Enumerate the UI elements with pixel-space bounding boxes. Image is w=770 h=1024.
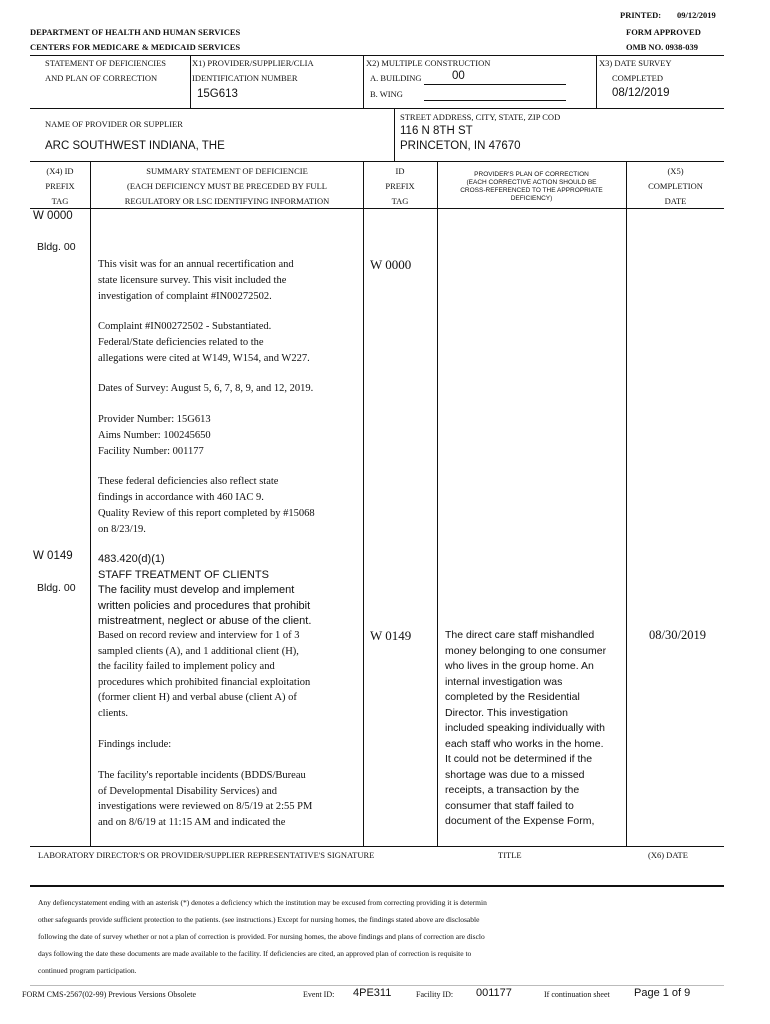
event-id-label: Event ID: (303, 990, 335, 999)
address-label: STREET ADDRESS, CITY, STATE, ZIP COD (400, 112, 561, 122)
statement-label-2: AND PLAN OF CORRECTION (45, 73, 158, 83)
w0149-building: Bldg. 00 (37, 582, 76, 594)
disclaimer-line-4: days following the date these documents are made available to the facility. If deficiencies are cited, an approved plan of correction is requisite to (38, 949, 472, 958)
form-approved: FORM APPROVED (626, 27, 701, 37)
w0000-paragraph-4: Provider Number: 15G613 Aims Number: 100245650 Facility Number: 001177 (98, 414, 211, 457)
x4-header-2: PREFIX (45, 181, 75, 191)
centers-name: CENTERS FOR MEDICARE & MEDICAID SERVICES (30, 42, 241, 52)
w0149-completion-date: 08/30/2019 (649, 628, 706, 642)
x3-label: X3) DATE SURVEY (599, 58, 672, 68)
address-street: 116 N 8TH ST (400, 125, 473, 137)
disclaimer-line-5: continued program participation. (38, 966, 137, 975)
plan-header-4: DEFICIENCY) (510, 195, 553, 202)
facility-id-value: 001177 (476, 987, 512, 999)
summary-header-3: REGULATORY OR LSC IDENTIFYING INFORMATION (124, 196, 330, 206)
building-label: A. BUILDING (370, 73, 422, 83)
w0000-tag: W 0000 (33, 210, 73, 222)
w0149-tag: W 0149 (33, 550, 73, 562)
x3-sublabel: COMPLETED (612, 73, 663, 83)
disclaimer-line-2: other safeguards provide sufficient protection to the patients. (see instructions.) Except for nursing homes, the findings stated above are disclosable (38, 915, 480, 924)
continuation-label: If continuation sheet (544, 990, 610, 999)
w0149-paragraph-1: Based on record review and interview for 1 of 3 sampled clients (A), and 1 additional client (H), the facility failed to implement policy and procedures which prohibited financial exploitation (former client H) and verbal abuse (client A) of clients. (98, 630, 311, 719)
w0000-paragraph-1: This visit was for an annual recertification and state licensure survey. This visit included the investigation of complaint #IN00272502. (98, 259, 294, 302)
form-number: FORM CMS-2567(02-99) Previous Versions Obsolete (22, 990, 197, 999)
address-city: PRINCETON, IN 47670 (400, 140, 521, 152)
wing-label: B. WING (370, 89, 403, 99)
x4-header-3: TAG (51, 196, 69, 206)
w0149-regulation: 483.420(d)(1) STAFF TREATMENT OF CLIENTS The facility must develop and implement written policies and procedures that prohibit mistreatment, neglect or abuse of the client. (98, 553, 312, 627)
provider-name-label: NAME OF PROVIDER OR SUPPLIER (45, 119, 183, 129)
x5-header-2: COMPLETION (648, 181, 703, 191)
provider-number: 15G613 (197, 88, 238, 100)
disclaimer-text (38, 894, 728, 979)
omb-number: OMB NO. 0938-039 (626, 42, 699, 52)
w0149-paragraph-3: The facility's reportable incidents (BDDS/Bureau of Developmental Disability Services) and investigations were reviewed on 8/5/19 at 2:55 PM and on 8/6/19 at 11:15 AM and indicated the (98, 770, 313, 828)
disclaimer-line-1: Any defiencystatement ending with an asterisk (*) denotes a deficiency which the institution may be excused from correcting providing it is determin (38, 898, 487, 907)
signature-label: LABORATORY DIRECTOR'S OR PROVIDER/SUPPLIER REPRESENTATIVE'S SIGNATURE (38, 850, 375, 860)
w0000-building: Bldg. 00 (37, 241, 76, 253)
x1-sublabel: IDENTIFICATION NUMBER (192, 73, 298, 83)
printed-label: PRINTED: (620, 10, 662, 20)
w0000-paragraph-5: These federal deficiencies also reflect state findings in accordance with 460 IAC 9. Quality Review of this report completed by #15068 on 8/23/19. (98, 476, 315, 535)
id-header-1: ID (395, 166, 405, 176)
facility-id-label: Facility ID: (416, 990, 454, 999)
x5-header-1: (X5) (667, 166, 684, 176)
w0000-paragraph-3: Dates of Survey: August 5, 6, 7, 8, 9, and 12, 2019. (98, 383, 314, 394)
survey-completed-date: 08/12/2019 (612, 87, 670, 99)
x2-label: X2) MULTIPLE CONSTRUCTION (366, 58, 491, 68)
w0149-id-tag: W 0149 (370, 628, 412, 643)
title-label: TITLE (498, 850, 522, 860)
summary-header-1: SUMMARY STATEMENT OF DEFICIENCIE (146, 166, 308, 176)
event-id-value: 4PE311 (353, 987, 392, 999)
statement-label-1: STATEMENT OF DEFICIENCIES (45, 58, 167, 68)
summary-header-2: (EACH DEFICIENCY MUST BE PRECEDED BY FULL (127, 181, 327, 191)
department-name: DEPARTMENT OF HEALTH AND HUMAN SERVICES (30, 27, 241, 37)
plan-header-1: PROVIDER'S PLAN OF CORRECTION (474, 171, 589, 178)
building-value: 00 (452, 70, 465, 82)
printed-date: 09/12/2019 (677, 10, 716, 20)
plan-header-3: CROSS-REFERENCED TO THE APPROPRIATE (460, 187, 603, 194)
w0149-plan-of-correction: The direct care staff mishandled money belonging to one consumer who lives in the group home. An internal investigation was completed by the Residential Director. This investigation included speaking individually with each staff who works in the home. It could not be determined if the shortage was due to a missed receipts, a transaction by the consumer that staff failed to document of the Expense Form, (445, 629, 607, 827)
x4-header-1: (X4) ID (46, 166, 74, 176)
id-header-2: PREFIX (385, 181, 415, 191)
provider-name: ARC SOUTHWEST INDIANA, THE (45, 140, 225, 152)
x5-header-3: DATE (664, 196, 687, 206)
page-number: Page 1 of 9 (634, 987, 691, 999)
disclaimer-line-3: following the date of survey whether or not a plan of correction is provided. For nursing homes, the above findings and plans of correction are disclo (38, 932, 485, 941)
w0149-paragraph-2: Findings include: (98, 739, 172, 750)
w0000-paragraph-2: Complaint #IN00272502 - Substantiated. Federal/State deficiencies related to the allegations were cited at W149, W154, and W227. (98, 321, 310, 364)
date-label: (X6) DATE (648, 850, 688, 860)
x1-label: X1) PROVIDER/SUPPLIER/CLIA (192, 58, 314, 68)
id-header-3: TAG (391, 196, 409, 206)
plan-header-2: (EACH CORRECTIVE ACTION SHOULD BE (466, 179, 597, 186)
w0000-id-tag: W 0000 (370, 257, 412, 272)
